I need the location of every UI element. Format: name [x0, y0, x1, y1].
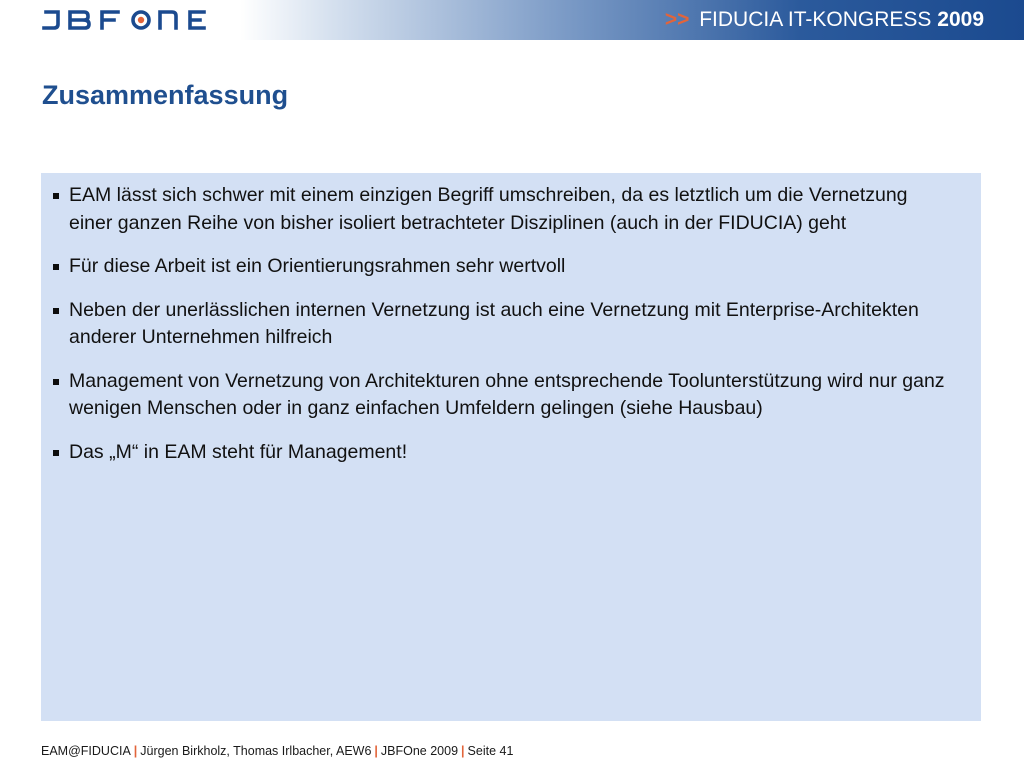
square-bullet-icon	[53, 193, 59, 199]
bullet-list	[69, 182, 953, 466]
event-name	[665, 8, 984, 32]
bullet-text: Management von Vernetzung von Architekturen ohne entsprechende Toolunterstützung wird nur ganz wenigen Menschen oder in ganz einfachen Umfeldern gelingen (siehe Hausbau)	[69, 369, 945, 419]
bullet-text: Für diese Arbeit ist ein Orientierungsrahmen sehr wertvoll	[69, 255, 566, 277]
jbfone-logo	[40, 6, 210, 34]
footer-project: EAM@FIDUCIA	[41, 744, 131, 758]
bullet-text: Das „M“ in EAM steht für Management!	[69, 440, 408, 463]
bullet-text: EAM lässt sich schwer mit einem einzigen Begriff umschreiben, da es letztlich um die Vernetzung einer ganzen Reihe von bisher isoliert betrachteter Disziplinen (auch in der FIDUCIA) geht	[69, 184, 908, 234]
footer-separator: |	[133, 744, 138, 758]
footer-separator: |	[461, 744, 465, 758]
event-year: 2009	[937, 8, 984, 31]
bullet-item	[69, 297, 953, 352]
footer	[41, 743, 513, 759]
header-bar	[0, 0, 1024, 40]
event-arrows: >>	[664, 8, 690, 31]
square-bullet-icon	[53, 308, 59, 314]
footer-page-number: Seite 41	[467, 744, 514, 758]
square-bullet-icon	[53, 379, 59, 385]
footer-authors: Jürgen Birkholz, Thomas Irlbacher, AEW6	[140, 744, 372, 758]
bullet-item	[69, 182, 953, 237]
footer-event: JBFOne 2009	[380, 744, 459, 758]
content-box	[41, 173, 981, 721]
slide-title: Zusammenfassung	[42, 80, 289, 110]
square-bullet-icon	[53, 264, 59, 270]
square-bullet-icon	[53, 450, 59, 456]
bullet-item	[69, 368, 953, 423]
bullet-item	[69, 253, 953, 281]
bullet-item	[69, 439, 953, 467]
footer-separator: |	[374, 744, 378, 758]
event-title: FIDUCIA IT-KONGRESS	[699, 8, 932, 31]
bullet-text: Neben der unerlässlichen internen Vernetzung ist auch eine Vernetzung mit Enterprise-Architekten anderer Unternehmen hilfreich	[69, 298, 919, 348]
